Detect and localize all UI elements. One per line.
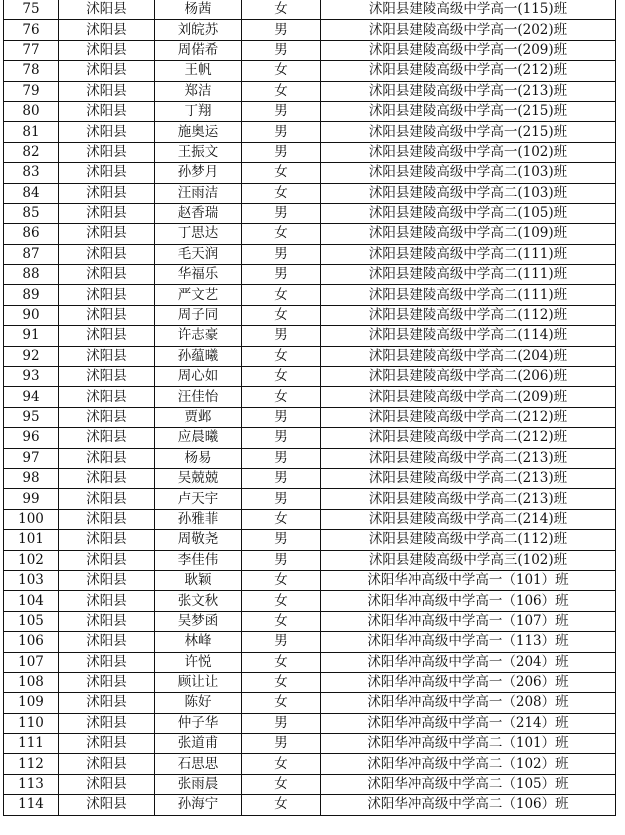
- table-row: [4, 509, 616, 529]
- student-name: 顾让让: [155, 672, 242, 692]
- table-row: [4, 693, 616, 713]
- gender-cell: 男: [242, 122, 321, 142]
- student-name: 丁思达: [155, 224, 242, 244]
- school-class: 沭阳县建陵高级中学高二(109)班: [321, 224, 616, 244]
- table-row: [4, 754, 616, 774]
- gender-cell: 女: [242, 754, 321, 774]
- gender-cell: 女: [242, 61, 321, 81]
- county-cell: 沭阳县: [59, 550, 155, 570]
- county-cell: 沭阳县: [59, 40, 155, 60]
- county-cell: 沭阳县: [59, 122, 155, 142]
- student-name: 林峰: [155, 632, 242, 652]
- gender-cell: 女: [242, 285, 321, 305]
- county-cell: 沭阳县: [59, 591, 155, 611]
- row-number: 93: [4, 367, 59, 387]
- table-row: [4, 265, 616, 285]
- student-name: 郑洁: [155, 81, 242, 101]
- student-name: 陈好: [155, 693, 242, 713]
- student-name: 严文艺: [155, 285, 242, 305]
- county-cell: 沭阳县: [59, 774, 155, 794]
- student-name: 张文秋: [155, 591, 242, 611]
- school-class: 沭阳县建陵高级中学高二(103)班: [321, 183, 616, 203]
- table-row: [4, 468, 616, 488]
- student-name: 王帆: [155, 61, 242, 81]
- table-row: [4, 550, 616, 570]
- county-cell: 沭阳县: [59, 61, 155, 81]
- school-class: 沭阳县建陵高级中学高一(215)班: [321, 122, 616, 142]
- table-row: [4, 428, 616, 448]
- row-number: 80: [4, 101, 59, 121]
- student-name: 周偌希: [155, 40, 242, 60]
- row-number: 102: [4, 550, 59, 570]
- gender-cell: 男: [242, 550, 321, 570]
- gender-cell: 女: [242, 367, 321, 387]
- school-class: 沭阳县建陵高级中学高一(209)班: [321, 40, 616, 60]
- row-number: 75: [4, 0, 59, 20]
- county-cell: 沭阳县: [59, 142, 155, 162]
- gender-cell: 女: [242, 305, 321, 325]
- county-cell: 沭阳县: [59, 734, 155, 754]
- gender-cell: 女: [242, 774, 321, 794]
- table-row: [4, 101, 616, 121]
- gender-cell: 男: [242, 407, 321, 427]
- gender-cell: 女: [242, 570, 321, 590]
- school-class: 沭阳县建陵高级中学高二(213)班: [321, 468, 616, 488]
- school-class: 沭阳华冲高级中学高二（101）班: [321, 734, 616, 754]
- gender-cell: 男: [242, 142, 321, 162]
- table-row: [4, 0, 616, 20]
- school-class: 沭阳县建陵高级中学高二(213)班: [321, 448, 616, 468]
- student-name: 张雨晨: [155, 774, 242, 794]
- student-name: 施奥运: [155, 122, 242, 142]
- county-cell: 沭阳县: [59, 754, 155, 774]
- row-number: 113: [4, 774, 59, 794]
- school-class: 沭阳县建陵高级中学高二(212)班: [321, 428, 616, 448]
- school-class: 沭阳县建陵高级中学高二(111)班: [321, 285, 616, 305]
- county-cell: 沭阳县: [59, 713, 155, 733]
- table-row: [4, 611, 616, 631]
- county-cell: 沭阳县: [59, 265, 155, 285]
- county-cell: 沭阳县: [59, 448, 155, 468]
- student-name: 周心如: [155, 367, 242, 387]
- gender-cell: 男: [242, 468, 321, 488]
- table-row: [4, 346, 616, 366]
- table-row: [4, 61, 616, 81]
- row-number: 78: [4, 61, 59, 81]
- student-name: 孙雅菲: [155, 509, 242, 529]
- school-class: 沭阳县建陵高级中学高一(102)班: [321, 142, 616, 162]
- table-row: [4, 713, 616, 733]
- student-name: 李佳伟: [155, 550, 242, 570]
- table-row: [4, 734, 616, 754]
- student-name: 毛天润: [155, 244, 242, 264]
- school-class: 沭阳华冲高级中学高一（204）班: [321, 652, 616, 672]
- county-cell: 沭阳县: [59, 795, 155, 815]
- table-row: [4, 40, 616, 60]
- table-row: [4, 774, 616, 794]
- school-class: 沭阳华冲高级中学高一（208）班: [321, 693, 616, 713]
- row-number: 100: [4, 509, 59, 529]
- row-number: 105: [4, 611, 59, 631]
- student-name: 孙蕴曦: [155, 346, 242, 366]
- school-class: 沭阳华冲高级中学高一（206）班: [321, 672, 616, 692]
- gender-cell: 男: [242, 326, 321, 346]
- row-number: 97: [4, 448, 59, 468]
- student-name: 杨茜: [155, 0, 242, 20]
- county-cell: 沭阳县: [59, 346, 155, 366]
- school-class: 沭阳华冲高级中学高一（113）班: [321, 632, 616, 652]
- row-number: 85: [4, 203, 59, 223]
- student-name: 刘皖苏: [155, 20, 242, 40]
- gender-cell: 女: [242, 672, 321, 692]
- county-cell: 沭阳县: [59, 611, 155, 631]
- table-row: [4, 652, 616, 672]
- row-number: 88: [4, 265, 59, 285]
- county-cell: 沭阳县: [59, 224, 155, 244]
- county-cell: 沭阳县: [59, 183, 155, 203]
- table-row: [4, 530, 616, 550]
- school-class: 沭阳华冲高级中学高一（106）班: [321, 591, 616, 611]
- row-number: 90: [4, 305, 59, 325]
- student-name: 贾邺: [155, 407, 242, 427]
- gender-cell: 男: [242, 489, 321, 509]
- row-number: 114: [4, 795, 59, 815]
- school-class: 沭阳华冲高级中学高二（106）班: [321, 795, 616, 815]
- gender-cell: 男: [242, 20, 321, 40]
- gender-cell: 男: [242, 101, 321, 121]
- row-number: 86: [4, 224, 59, 244]
- school-class: 沭阳华冲高级中学高二（105）班: [321, 774, 616, 794]
- table-row: [4, 224, 616, 244]
- gender-cell: 男: [242, 244, 321, 264]
- school-class: 沭阳县建陵高级中学高二(105)班: [321, 203, 616, 223]
- student-name: 汪佳怡: [155, 387, 242, 407]
- school-class: 沭阳华冲高级中学高一（101）班: [321, 570, 616, 590]
- table-row: [4, 632, 616, 652]
- row-number: 104: [4, 591, 59, 611]
- student-name: 华福乐: [155, 265, 242, 285]
- table-row: [4, 81, 616, 101]
- student-name: 孙梦月: [155, 163, 242, 183]
- table-row: [4, 183, 616, 203]
- row-number: 110: [4, 713, 59, 733]
- county-cell: 沭阳县: [59, 0, 155, 20]
- school-class: 沭阳县建陵高级中学高一(115)班: [321, 0, 616, 20]
- table-row: [4, 122, 616, 142]
- table-row: [4, 489, 616, 509]
- school-class: 沭阳县建陵高级中学高二(103)班: [321, 163, 616, 183]
- table-row: [4, 285, 616, 305]
- row-number: 98: [4, 468, 59, 488]
- county-cell: 沭阳县: [59, 326, 155, 346]
- student-name: 吴兢兢: [155, 468, 242, 488]
- gender-cell: 女: [242, 652, 321, 672]
- student-name: 丁翔: [155, 101, 242, 121]
- county-cell: 沭阳县: [59, 407, 155, 427]
- county-cell: 沭阳县: [59, 468, 155, 488]
- county-cell: 沭阳县: [59, 20, 155, 40]
- table-row: [4, 795, 616, 815]
- county-cell: 沭阳县: [59, 387, 155, 407]
- county-cell: 沭阳县: [59, 101, 155, 121]
- county-cell: 沭阳县: [59, 672, 155, 692]
- county-cell: 沭阳县: [59, 203, 155, 223]
- gender-cell: 男: [242, 428, 321, 448]
- school-class: 沭阳县建陵高级中学高二(204)班: [321, 346, 616, 366]
- county-cell: 沭阳县: [59, 428, 155, 448]
- gender-cell: 女: [242, 0, 321, 20]
- school-class: 沭阳县建陵高级中学高二(111)班: [321, 244, 616, 264]
- row-number: 89: [4, 285, 59, 305]
- school-class: 沭阳华冲高级中学高一（107）班: [321, 611, 616, 631]
- row-number: 77: [4, 40, 59, 60]
- gender-cell: 女: [242, 509, 321, 529]
- county-cell: 沭阳县: [59, 244, 155, 264]
- table-row: [4, 591, 616, 611]
- gender-cell: 女: [242, 591, 321, 611]
- gender-cell: 女: [242, 346, 321, 366]
- gender-cell: 男: [242, 265, 321, 285]
- gender-cell: 女: [242, 224, 321, 244]
- school-class: 沭阳县建陵高级中学高一(213)班: [321, 81, 616, 101]
- row-number: 82: [4, 142, 59, 162]
- table-row: [4, 20, 616, 40]
- county-cell: 沭阳县: [59, 489, 155, 509]
- gender-cell: 女: [242, 81, 321, 101]
- row-number: 95: [4, 407, 59, 427]
- school-class: 沭阳县建陵高级中学高三(102)班: [321, 550, 616, 570]
- student-name: 杨易: [155, 448, 242, 468]
- school-class: 沭阳县建陵高级中学高二(209)班: [321, 387, 616, 407]
- school-class: 沭阳县建陵高级中学高一(212)班: [321, 61, 616, 81]
- gender-cell: 女: [242, 387, 321, 407]
- table-row: [4, 163, 616, 183]
- student-name: 许悦: [155, 652, 242, 672]
- school-class: 沭阳华冲高级中学高二（102）班: [321, 754, 616, 774]
- table-row: [4, 570, 616, 590]
- row-number: 109: [4, 693, 59, 713]
- school-class: 沭阳县建陵高级中学高二(112)班: [321, 305, 616, 325]
- table-row: [4, 672, 616, 692]
- school-class: 沭阳县建陵高级中学高一(202)班: [321, 20, 616, 40]
- table-row: [4, 244, 616, 264]
- student-name: 吴梦函: [155, 611, 242, 631]
- student-name: 卢天宇: [155, 489, 242, 509]
- school-class: 沭阳县建陵高级中学高二(212)班: [321, 407, 616, 427]
- student-name: 王振文: [155, 142, 242, 162]
- row-number: 91: [4, 326, 59, 346]
- row-number: 106: [4, 632, 59, 652]
- table-row: [4, 448, 616, 468]
- row-number: 94: [4, 387, 59, 407]
- gender-cell: 女: [242, 693, 321, 713]
- county-cell: 沭阳县: [59, 570, 155, 590]
- county-cell: 沭阳县: [59, 632, 155, 652]
- gender-cell: 女: [242, 795, 321, 815]
- roster-rows: [4, 0, 616, 815]
- gender-cell: 男: [242, 448, 321, 468]
- row-number: 101: [4, 530, 59, 550]
- row-number: 79: [4, 81, 59, 101]
- table-row: [4, 367, 616, 387]
- county-cell: 沭阳县: [59, 367, 155, 387]
- gender-cell: 男: [242, 203, 321, 223]
- table-row: [4, 305, 616, 325]
- gender-cell: 男: [242, 713, 321, 733]
- county-cell: 沭阳县: [59, 305, 155, 325]
- county-cell: 沭阳县: [59, 509, 155, 529]
- county-cell: 沭阳县: [59, 81, 155, 101]
- student-name: 赵香瑞: [155, 203, 242, 223]
- county-cell: 沭阳县: [59, 163, 155, 183]
- gender-cell: 男: [242, 40, 321, 60]
- row-number: 107: [4, 652, 59, 672]
- student-roster-table: [3, 0, 616, 816]
- row-number: 84: [4, 183, 59, 203]
- row-number: 76: [4, 20, 59, 40]
- school-class: 沭阳华冲高级中学高一（214）班: [321, 713, 616, 733]
- row-number: 111: [4, 734, 59, 754]
- student-name: 周子同: [155, 305, 242, 325]
- table-row: [4, 407, 616, 427]
- student-name: 许志豪: [155, 326, 242, 346]
- row-number: 112: [4, 754, 59, 774]
- school-class: 沭阳县建陵高级中学高二(111)班: [321, 265, 616, 285]
- county-cell: 沭阳县: [59, 285, 155, 305]
- county-cell: 沭阳县: [59, 693, 155, 713]
- row-number: 87: [4, 244, 59, 264]
- school-class: 沭阳县建陵高级中学高二(206)班: [321, 367, 616, 387]
- table-row: [4, 142, 616, 162]
- county-cell: 沭阳县: [59, 652, 155, 672]
- student-name: 周敬尧: [155, 530, 242, 550]
- county-cell: 沭阳县: [59, 530, 155, 550]
- row-number: 83: [4, 163, 59, 183]
- table-row: [4, 387, 616, 407]
- row-number: 96: [4, 428, 59, 448]
- row-number: 108: [4, 672, 59, 692]
- gender-cell: 女: [242, 611, 321, 631]
- gender-cell: 男: [242, 632, 321, 652]
- student-name: 耿颖: [155, 570, 242, 590]
- gender-cell: 男: [242, 734, 321, 754]
- table-row: [4, 326, 616, 346]
- row-number: 103: [4, 570, 59, 590]
- school-class: 沭阳县建陵高级中学高二(213)班: [321, 489, 616, 509]
- row-number: 99: [4, 489, 59, 509]
- student-name: 石思思: [155, 754, 242, 774]
- student-name: 汪雨洁: [155, 183, 242, 203]
- student-name: 孙海宁: [155, 795, 242, 815]
- gender-cell: 男: [242, 530, 321, 550]
- row-number: 81: [4, 122, 59, 142]
- school-class: 沭阳县建陵高级中学高二(114)班: [321, 326, 616, 346]
- gender-cell: 女: [242, 163, 321, 183]
- school-class: 沭阳县建陵高级中学高二(214)班: [321, 509, 616, 529]
- gender-cell: 女: [242, 183, 321, 203]
- row-number: 92: [4, 346, 59, 366]
- student-name: 仲子华: [155, 713, 242, 733]
- school-class: 沭阳县建陵高级中学高二(112)班: [321, 530, 616, 550]
- student-name: 应晨曦: [155, 428, 242, 448]
- school-class: 沭阳县建陵高级中学高一(215)班: [321, 101, 616, 121]
- student-name: 张道甫: [155, 734, 242, 754]
- table-row: [4, 203, 616, 223]
